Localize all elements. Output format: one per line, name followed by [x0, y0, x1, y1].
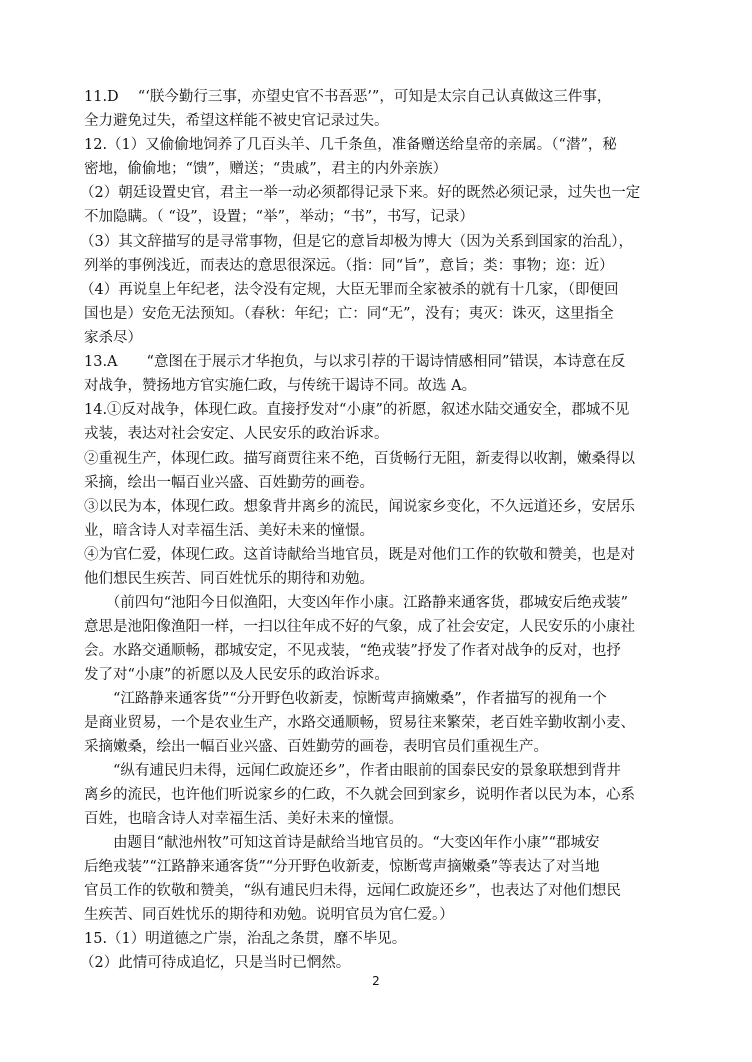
- text-line: 密地，偷偷地；“馈”，赠送；“贵戚”，君主的内外亲族）: [84, 161, 448, 177]
- text-line: （4）再说皇上年纪老，法令没有定规，大臣无罪而全家被杀的就有十几家，（即便回: [80, 282, 619, 298]
- text-line: 采摘嫩桑，绘出一幅百业兴盛、百姓勤劳的画卷，表明官员们重视生产。: [84, 739, 548, 755]
- text-line: 15.（1）明道德之广崇，治乱之条贯，靡不毕见。: [84, 931, 407, 947]
- page-number: 2: [372, 974, 380, 988]
- text-line: 12.（1）又偷偷地饲养了几百头羊、几千条鱼，准备赠送给皇帝的亲属。（“潜”，秘: [84, 137, 617, 153]
- text-line: 戎装，表达对社会安定、人民安乐的政治诉求。: [84, 426, 389, 442]
- text-line: 会。水路交通顺畅，郡城安定，不见戎装，“绝戎装”抒发了作者对战争的反对，也抒: [84, 643, 621, 659]
- text-line: 不加隐瞒。（ “设”，设置；“举”，举动；“书”，书写，记录）: [84, 209, 474, 225]
- text-line: 意思是池阳像渔阳一样，一扫以往年成不好的气象，成了社会安定，人民安乐的小康社: [84, 619, 635, 635]
- text-line: 是商业贸易，一个是农业生产，水路交通顺畅，贸易往来繁荣，老百姓辛勤收割小麦、: [84, 715, 635, 731]
- text-line: 列举的事例浅近，而表达的意思很深远。（指：同“旨”，意旨；类：事物；迩：近）: [84, 258, 614, 274]
- text-line: 业，暗含诗人对幸福生活、美好未来的憧憬。: [84, 523, 374, 539]
- text-line: 生疾苦、同百姓忧乐的期待和劝勉。说明官员为官仁爱。）: [84, 907, 454, 923]
- text-line: 家杀尽）: [84, 330, 142, 346]
- text-line: （3）其文辞描写的是寻常事物，但是它的意旨却极为博大（因为关系到国家的治乱），: [80, 234, 633, 250]
- text-line: 国也是）安危无法预知。（春秋：年纪；亡：同“无”，没有；夷灭：诛灭，这里指全: [84, 306, 614, 322]
- text-line: 发了对“小康”的祈愿以及人民安乐的政治诉求。: [84, 667, 389, 683]
- text-line: ④为官仁爱，体现仁政。这首诗献给当地官员，既是对他们工作的钦敬和赞美，也是对: [84, 547, 635, 563]
- text-line: ②重视生产，体现仁政。描写商贾往来不绝，百货畅行无阻，新麦得以收割，嫩桑得以: [84, 451, 635, 467]
- text-line: 11.D “‘朕今勤行三事，亦望史官不书吾恶’”，可知是太宗自己认真做这三件事，: [84, 89, 612, 105]
- text-line: 百姓，也暗含诗人对幸福生活、美好未来的憧憬。: [84, 811, 403, 827]
- text-line: 官员工作的钦敬和赞美，“纵有逋民归未得，远闻仁政旋还乡”，也表达了对他们想民: [84, 883, 621, 899]
- text-line: （2）此情可待成追忆，只是当时已惘然。: [80, 955, 351, 971]
- text-line: 后绝戎装”“江路静来通客货”“分开野色收新麦，惊断莺声摘嫩桑”等表达了对当地: [84, 859, 600, 875]
- text-line: 13.A “意图在于展示才华抱负，与以求引荐的干谒诗情感相同”错误，本诗意在反: [84, 354, 626, 370]
- text-line: “纵有逋民归未得，远闻仁政旋还乡”，作者由眼前的国泰民安的景象联想到背井: [84, 763, 621, 779]
- text-line: 全力避免过失，希望这样能不被史官记录过失。: [84, 113, 389, 129]
- text-line: 对战争，赞扬地方官实施仁政，与传统干谒诗不同。故选 A。: [84, 378, 477, 394]
- text-line: （前四句“池阳今日似渔阳，大变凶年作小康。江路静来通客货，郡城安后绝戎装”: [84, 595, 629, 611]
- text-line: 他们想民生疾苦、同百姓忧乐的期待和劝勉。: [84, 571, 374, 587]
- text-line: 采摘，绘出一幅百业兴盛、百姓勤劳的画卷。: [84, 475, 374, 491]
- text-line: “江路静来通客货”“分开野色收新麦，惊断莺声摘嫩桑”，作者描写的视角一个: [84, 691, 607, 707]
- text-line: （2）朝廷设置史官，君主一举一动必须都得记录下来。好的既然必须记录，过失也一定: [80, 185, 641, 201]
- text-line: 14.①反对战争，体现仁政。直接抒发对“小康”的祈愿，叙述水陆交通安全，郡城不见: [84, 402, 630, 418]
- text-line: 由题目“献池州牧”可知这首诗是献给当地官员的。“大变凶年作小康”“郡城安: [84, 835, 600, 851]
- text-line: 离乡的流民，也许他们听说家乡的仁政，不久就会回到家乡，说明作者以民为本，心系: [84, 787, 635, 803]
- text-line: ③以民为本，体现仁政。想象背井离乡的流民，闻说家乡变化，不久远道还乡，安居乐: [84, 499, 635, 515]
